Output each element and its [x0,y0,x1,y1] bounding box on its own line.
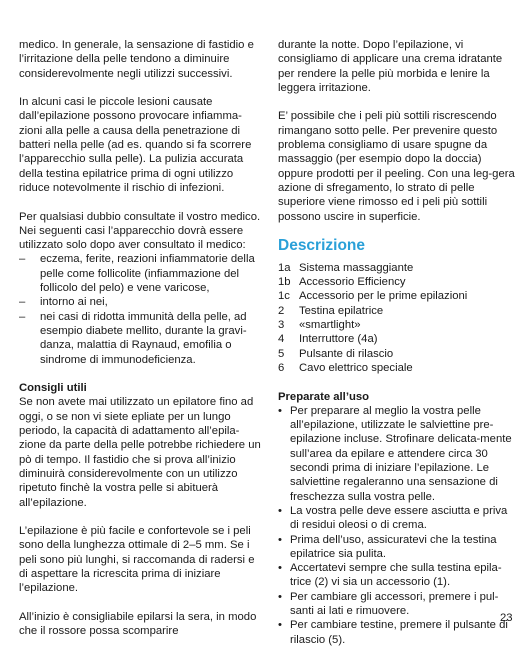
parts-list [278,261,518,375]
paragraph: In alcuni casi le piccole lesioni causate dall’epilazione possono provocare infiamma-zioni alla pelle a causa della penetrazione di batteri nella pelle (ad es. quando si fa scorrere l’apparecchio sulla pelle). La pulizia accurata della testina epilatrice prima di ogni utilizzo riduce notevolmente il rischio di infezioni. [19,96,252,194]
part-label: Pulsante di rilascio [299,347,394,360]
part-label: «smartlight» [299,319,361,332]
paragraph: E’ possibile che i peli più sottili riscrescendo rimangano sotto pelle. Per prevenire questo problema consigliamo di usare spugne da massaggio (per esempio dopo la doccia) oppure prodotti per il peeling. Con una leg-gera azione di sfregamento, lo strato di pelle superiore viene rimosso ed i peli più sottili possono uscire in superficie. [278,110,515,223]
part-label: Accessorio Efficiency [299,276,406,289]
part-number: 6 [278,361,285,374]
part-number: 5 [278,347,285,360]
part-item [278,261,518,275]
paragraph: durante la notte. Dopo l’epilazione, vi consigliamo di applicare una crema idratante per rendere la pelle più morbida e lenire la leggera irritazione. [278,39,503,94]
part-item [278,289,518,303]
part-item [278,304,518,318]
part-label: Interruttore (4a) [299,333,378,346]
part-item [278,361,518,375]
part-number: 3 [278,319,285,332]
list-item: • La vostra pelle deve essere asciutta e priva di residui oleosi o di crema. [278,504,518,533]
left-column [19,38,261,653]
paragraph: Per qualsiasi dubbio consultate il vostro medico. Nei seguenti casi l’apparecchio dovrà essere utilizzato solo dopo aver consultato il medico: [19,210,261,252]
page-number: 23 [500,612,513,624]
part-label: Testina epilatrice [299,304,384,317]
list-item: – nei casi di ridotta immunità della pelle, ad esempio diabete mellito, durante la gravi-danza, malattia di Raynaud, emofilia o sindrome di immunodeficienza. [19,310,261,367]
part-number: 1b [278,276,291,289]
right-column [278,38,518,661]
prep-list [278,404,518,647]
part-item [278,332,518,346]
paragraph: All’inizio è consigliabile epilarsi la sera, in modo che il rossore possa scomparire [19,610,257,638]
part-number: 1c [278,290,290,303]
paragraph: L’epilazione è più facile e confortevole se i peli sono della lunghezza ottimale di 2–5 mm. Se i peli sono più lunghi, si raccomanda di radersi e di aspettare la ricrescita prima di iniziare l’epilazione. [19,525,255,595]
tips-heading: Consigli utili [19,382,87,395]
part-item [278,275,518,289]
list-item: • Per preparare al meglio la vostra pelle all’epilazione, utilizzate le salviettine pre-epilazione incluse. Strofinare delicata-mente sull’area da epilare e attendere circa 30 secondi prima di iniziare l’epilazione. Le salviettine regaleranno una sensazione di freschezza sulla vostra pelle. [278,404,518,504]
part-label: Sistema massaggiante [299,261,414,274]
list-item: • Accertatevi sempre che sulla testina epila-trice (2) vi sia un accessorio (1). [278,561,518,590]
prep-heading: Preparate all’uso [278,390,370,403]
part-number: 2 [278,304,285,317]
paragraph: Se non avete mai utilizzato un epilatore fino ad oggi, o se non vi siete epliate per un lungo periodo, la capacità di adattamento all’epila-zione da parte della pelle potrebbe richiedere un pò di tempo. Il fastidio che si prova all’inizio diminuirà considerevolmente con un utilizzo ripetuto finchè la vostra pelle si abituerà all’epilazione. [19,396,261,509]
part-label: Cavo elettrico speciale [299,361,413,374]
part-item [278,318,518,332]
part-number: 4 [278,333,285,346]
list-item: – intorno ai nei, [19,295,261,309]
part-item [278,347,518,361]
list-item: • Per cambiare testine, premere il pulsante di rilascio (5). [278,618,518,647]
paragraph: medico. In generale, la sensazione di fastidio e l’irritazione della pelle tendono a diminuire considerevolmente negli utilizzi successivi. [19,39,254,80]
conditions-list [19,252,261,366]
part-number: 1a [278,261,291,274]
section-title: Descrizione [278,236,366,254]
part-label: Accessorio per le prime epilazioni [299,290,468,303]
list-item: • Per cambiare gli accessori, premere i pul-santi ai lati e rimuovere. [278,590,518,619]
list-item: – eczema, ferite, reazioni infiammatorie della pelle come follicolite (infiammazione del follicolo del pelo) e vene varicose, [19,252,261,295]
list-item: • Prima dell’uso, assicuratevi che la testina epilatrice sia pulita. [278,533,518,562]
